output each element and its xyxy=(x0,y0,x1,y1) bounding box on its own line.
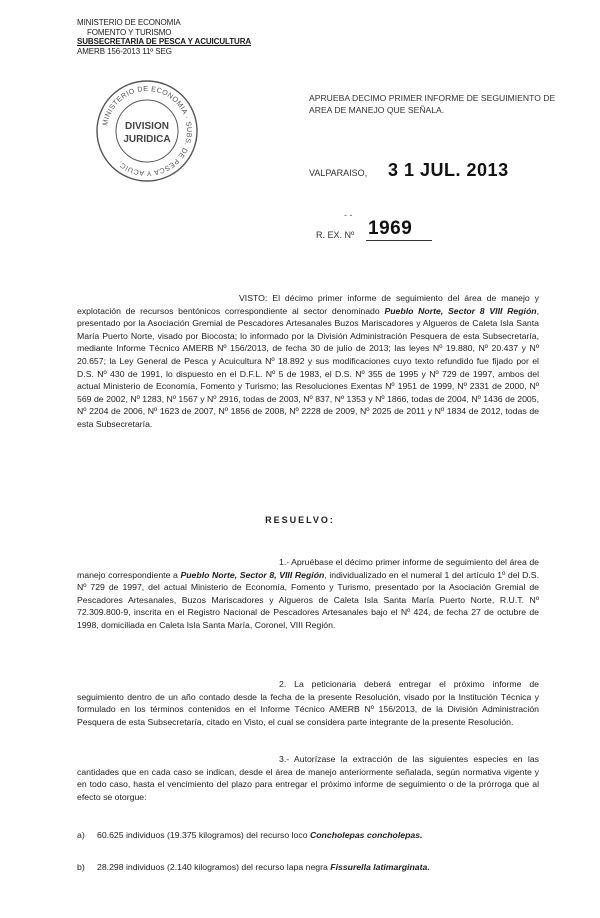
department-name: FOMENTO Y TURISMO xyxy=(87,27,172,37)
article-2-text: 2. La peticionaria deberá entregar el próximo informe de seguimiento dentro de un año contado desde la fecha de la presente Resolución, visado por la Institución Técnica y formulado en los términos contenidos en el Informe Técnico AMERB Nº 156/2013, de la División Administración Pesquera de esta Subsecretaría, citado en Visto, el cual se considera parte integrante de la presente Resolución. xyxy=(77,679,539,727)
species-item xyxy=(77,830,422,840)
species-item xyxy=(77,862,430,872)
article-3 xyxy=(77,753,539,803)
article-1-sector: Pueblo Norte, Sector 8, VIII Región xyxy=(180,569,325,580)
article-1 xyxy=(77,556,539,632)
letterhead xyxy=(77,18,277,56)
visto-text-b: , presentado por la Asociación Gremial de Pescadores Artesanales Buzos Mariscadores y Algueros de Caleta Isla Santa María Puerto Norte, visado por Biocosta; lo informado por la División Administración Pesquera de esta Subsecretaría, mediante Informe Técnico AMERB Nº 156/2013, de fecha 30 de julio de 2013; las leyes Nº 19.880, Nº 20.437 y Nº 20.657; la Ley General de Pesca y Acuicultura Nº 18.892 y sus modificaciones cuyo texto refundido fue fijado por el D.S. Nº 430 de 1991, lo dispuesto en el D.F.L. Nº 5 de 1983, el D.S. Nº 355 de 1995 y Nº 729 de 1997, ambos del actual Ministerio de Economía, Fomento y Turismo; las Resoluciones Exentas Nº 1951 de 1999, Nº 2331 de 2000, Nº 569 de 2002, Nº 1283, Nº 1567 y Nº 2916, todas de 2003, Nº 837, Nº 1353 y Nº 1866, todas de 2004, Nº 1436 de 2005, Nº 2204 de 2006, Nº 1623 de 2007, Nº 1856 de 2008, Nº 2228 de 2009, Nº 2025 de 2011 y Nº 1834 de 2012, todas de esta Subsecretaría. xyxy=(77,305,539,429)
ministry-name: MINISTERIO DE ECONOMIA xyxy=(77,18,181,27)
stamp-line-2: JURIDICA xyxy=(123,134,171,145)
visto-lead: VISTO: xyxy=(239,293,268,303)
resolution-date: 3 1 JUL. 2013 xyxy=(388,160,509,180)
species-item-name: Fissurella latimarginata. xyxy=(330,862,430,872)
reference-code: AMERB 156-2013 11º SEG xyxy=(77,46,172,56)
number-mark: - - xyxy=(344,210,353,220)
species-item-text: 60.625 individuos (19.375 kilogramos) del recurso loco xyxy=(97,830,310,840)
resuelvo-heading: RESUELVO: xyxy=(265,515,335,525)
place-label: VALPARAISO, xyxy=(309,168,368,178)
subsecretaria-name: SUBSECRETARIA DE PESCA Y ACUICULTURA xyxy=(77,37,252,46)
stamp-ring-text: MINISTERIO DE ECONOMIA · SUBS. DE PESCA Y ACUIC. xyxy=(100,83,195,179)
species-item-label: a) xyxy=(77,830,85,840)
species-item-text: 28.298 individuos (2.140 kilogramos) del recurso lapa negra xyxy=(97,862,331,872)
article-1-text: , individualizado en el numeral 1 del artículo 1º del D.S. Nº 729 de 1997, del actual Ministerio de Economía, Fomento y Turismo, presentado por la Asociación Gremial de Pescadores Artesanales, Buzos Mariscadores y Algueros de Caleta Isla Santa María Puerto Norte, R.U.T. Nº 72.309.800-9, inscrita en el Registro Nacional de Pescadores Artesanales bajo el Nº 424, de fecha 27 de octubre de 1998, domiciliada en Caleta Isla Santa María, Coronel, VIII Región. xyxy=(77,569,539,630)
article-1-lead: 1.- Apruébase el décimo primer informe de seguimiento del área de manejo correspondiente a xyxy=(77,557,539,580)
stamp-line-1: DIVISION xyxy=(125,121,169,132)
visto-paragraph xyxy=(77,292,539,431)
resolution-number-underline xyxy=(366,240,432,241)
resolution-number-label: R. EX. Nº xyxy=(316,230,355,240)
resolution-subject: APRUEBA DECIMO PRIMER INFORME DE SEGUIMIENTO DE AREA DE MANEJO QUE SEÑALA. xyxy=(309,93,556,115)
division-juridica-stamp xyxy=(92,76,202,186)
resolution-number: 1969 xyxy=(368,218,413,239)
article-3-text: 3.- Autorízase la extracción de las siguientes especies en las cantidades que en cada caso se indican, desde el área de manejo anteriormente señalada, según normativa vigente y en todo caso, hasta el vencimiento del plazo para entregar el próximo informe de seguimiento o de la prórroga que al efecto se otorgue: xyxy=(77,754,539,802)
visto-text-a: El décimo primer informe de seguimiento del área de manejo y explotación de recursos bentónicos correspondiente al sector denominado xyxy=(77,293,539,316)
article-2 xyxy=(77,678,539,728)
species-item-label: b) xyxy=(77,862,85,872)
species-item-name: Concholepas concholepas. xyxy=(309,830,423,840)
visto-sector: Pueblo Norte, Sector 8 VIII Región xyxy=(384,305,537,316)
